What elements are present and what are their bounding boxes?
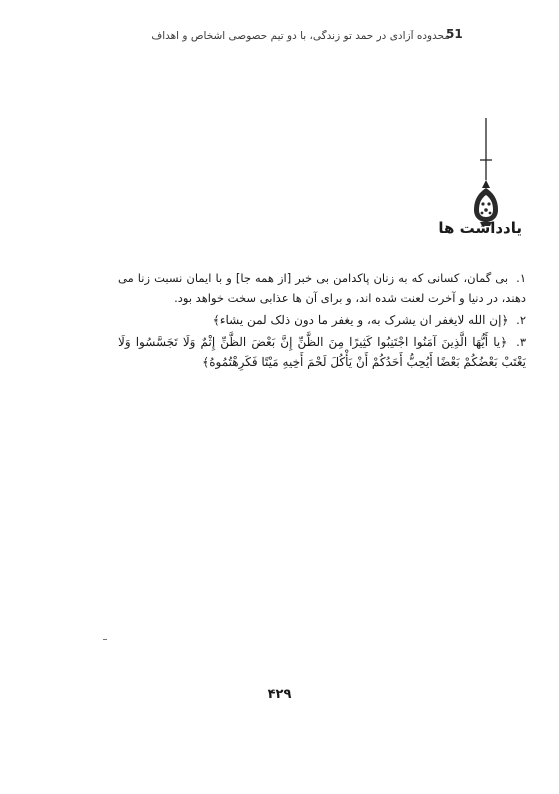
note-item	[118, 268, 526, 308]
margin-mark	[103, 639, 107, 640]
notes-list	[118, 268, 526, 374]
note-item	[118, 332, 526, 372]
notes-heading: یادداشت ها	[438, 219, 522, 237]
note-text: ﴿یا أَیُّهَا الَّذِینَ آمَنُوا اجْتَنِبُوا کَثِیرًا مِنَ الظَّنِّ إِنَّ بَعْضَ الظَّنِّ إِثْمٌ وَلَا تَجَسَّسُوا وَلَا یَغْتَبْ بَعْضُکُمْ بَعْضًا أَیُحِبُّ أَحَدُکُمْ أَنْ یَأْکُلَ لَحْمَ أَخِیهِ مَیْتًا فَکَرِهْتُمُوهُ﴾	[118, 335, 526, 369]
note-number: ۱.	[516, 271, 526, 285]
ornament-icon	[468, 118, 504, 226]
note-text: بی گمان، کسانی که به زنان پاکدامن بی خبر [از همه جا] و با ایمان نسبت زنا می دهند، در دنیا و آخرت لعنت شده اند، و برای آن ها عذابی سخت خواهد بود.	[118, 271, 526, 305]
note-number: ۲.	[516, 313, 526, 327]
note-number: ۳.	[516, 335, 527, 349]
running-head-title: محدوده آزادی در حمد تو زندگی، با دو تیم حصوصی اشخاص و اهداف	[151, 30, 450, 42]
running-head-page-number: 51	[446, 27, 463, 41]
note-item	[118, 310, 526, 330]
folio-page-number: ۴۲۹	[267, 687, 292, 702]
note-text: ﴿إن الله لایغفر ان یشرک به، و یغفر ما دون ذلک لمن یشاء﴾	[212, 313, 509, 327]
